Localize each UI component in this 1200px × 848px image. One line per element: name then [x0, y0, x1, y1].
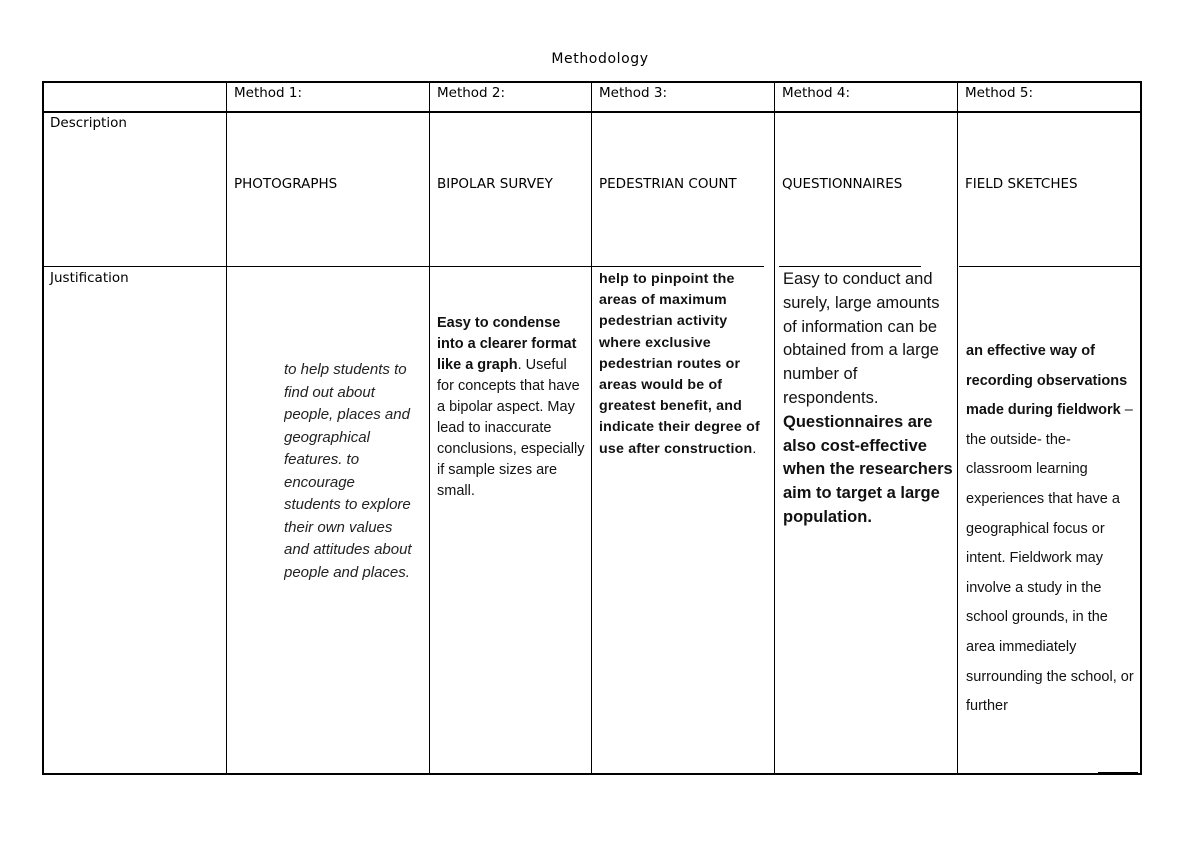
justification-method-1-text: to help students to find out about people, places and geographical features. to encourage students to explore their own values and attitudes about people and places.: [284, 361, 412, 581]
justification-method-3: [599, 269, 773, 489]
justification-method-5-bold: an effective way of recording observations made during fieldwork: [966, 343, 1128, 419]
justification-method-2-text: . Useful for concepts that have a bipolar aspect. May lead to inaccurate conclusions, especially if sample sizes are small.: [437, 357, 585, 499]
row-label-justification: Justification: [50, 270, 129, 286]
header-method-2: Method 2:: [437, 85, 506, 101]
justification-method-5-text: – the outside- the-classroom learning experiences that have a geographical focus or intent. Fieldwork may involve a study in the school grounds, in the area immediately surrounding the school, or further: [966, 402, 1134, 715]
header-method-1: Method 1:: [234, 85, 303, 101]
table-border-bottom: [42, 773, 1142, 775]
justification-method-3-text: .: [752, 440, 757, 457]
page-title: Methodology: [551, 51, 649, 67]
row-label-description: Description: [50, 115, 127, 131]
justification-method-1: [284, 359, 414, 639]
method-name-bipolar-survey: BIPOLAR SURVEY: [437, 176, 553, 192]
justification-method-3-bold: help to pinpoint the areas of maximum pedestrian activity where exclusive pedestrian routes or areas would be of greatest benefit, and indicate their degree of use after construction: [599, 271, 760, 457]
method-name-pedestrian-count: PEDESTRIAN COUNT: [599, 176, 737, 192]
table-border-right: [1140, 81, 1142, 775]
justification-method-5: [966, 337, 1136, 773]
method-name-photographs: PHOTOGRAPHS: [234, 176, 338, 192]
justification-method-4-text: Easy to conduct and surely, large amounts of information can be obtained from a large number of respondents.: [783, 270, 940, 407]
justification-method-2: [437, 313, 587, 573]
justification-method-4: [783, 268, 955, 588]
header-method-3: Method 3:: [599, 85, 668, 101]
justification-method-2-bold: Easy to condense into a clearer format like a graph: [437, 315, 577, 373]
method-name-field-sketches: FIELD SKETCHES: [965, 176, 1078, 192]
description-row-divider-left: [42, 266, 764, 267]
header-method-4: Method 4:: [782, 85, 851, 101]
method-name-questionnaires: QUESTIONNAIRES: [782, 176, 903, 192]
header-method-5: Method 5:: [965, 85, 1034, 101]
table-border-left: [42, 81, 44, 775]
description-row-divider-end: [959, 266, 1142, 267]
description-row-divider-right: [779, 266, 921, 267]
justification-method-4-bold: Questionnaires are also cost-effective when the researchers aim to target a large population.: [783, 412, 953, 526]
